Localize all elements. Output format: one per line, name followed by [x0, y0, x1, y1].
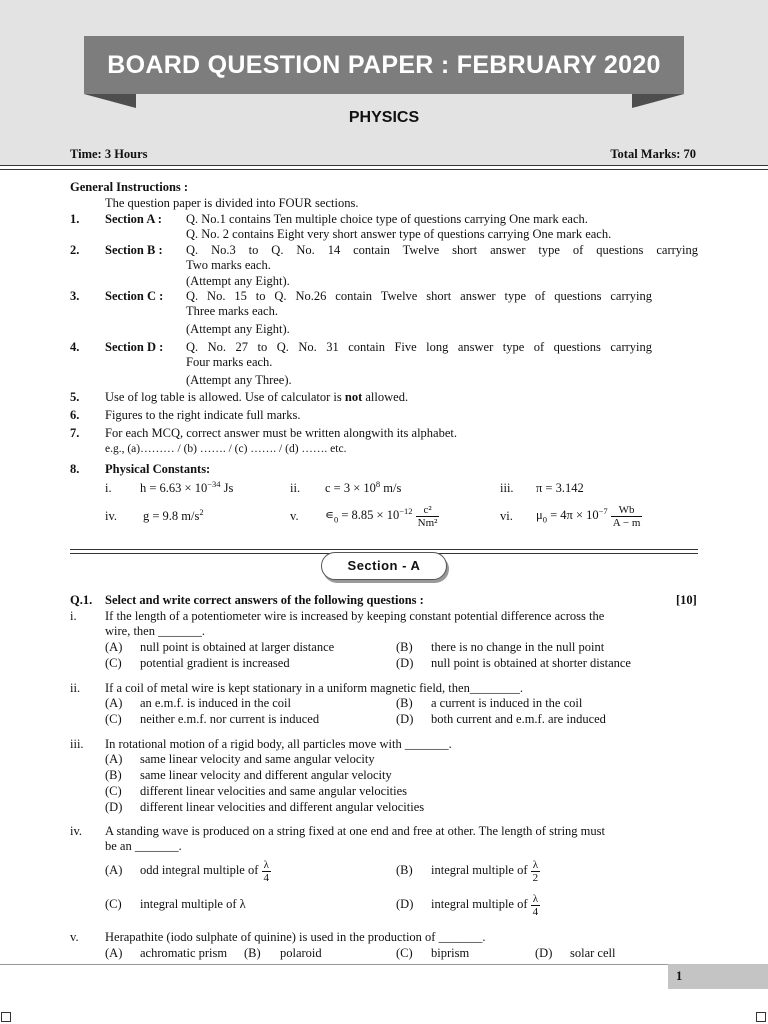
option-letter: (A)	[105, 946, 123, 960]
option-letter: (C)	[105, 712, 122, 726]
constants-heading: Physical Constants:	[105, 462, 211, 476]
option-text: there is no change in the null point	[431, 640, 605, 654]
instruction-number: 3.	[70, 289, 80, 303]
option-text: same linear velocity and same angular velocity	[140, 752, 375, 766]
constant-gravity: g = 9.8 $m/s^2$	[143, 506, 204, 523]
instruction-text: (Attempt any Eight).	[186, 322, 290, 336]
ribbon-fold-right	[632, 94, 684, 108]
instruction-text: e.g., (a)……… / (b) ……. / (c) ……. / (d) ……. etc.	[105, 443, 347, 455]
header-divider	[0, 165, 768, 170]
option-text: both current and e.m.f. are induced	[431, 712, 606, 726]
subquestion-number: iv.	[70, 824, 83, 838]
instruction-number: 5.	[70, 390, 80, 404]
instruction-text: Q. No. 2 contains Eight very short answer type of questions carrying One mark each.	[186, 227, 612, 241]
option-text: integral multiple of $\frac{\lambda}{2}$	[431, 858, 539, 884]
option-letter: (A)	[105, 863, 123, 877]
option-text: solar cell	[570, 946, 616, 960]
option-letter: (B)	[396, 640, 413, 654]
crop-mark	[1, 1012, 11, 1022]
option-letter: (A)	[105, 752, 123, 766]
paper-title: BOARD QUESTION PAPER : FEBRUARY 2020	[84, 36, 684, 94]
option-text: neither e.m.f. nor current is induced	[140, 712, 320, 726]
option-text: integral multiple of $\frac{\lambda}{4}$	[431, 892, 539, 918]
section-b-label: Section B :	[105, 243, 163, 257]
option-letter: (A)	[105, 640, 123, 654]
option-text: different linear velocities and same angular velocities	[140, 784, 408, 798]
option-text: null point is obtained at larger distance	[140, 640, 335, 654]
option-letter: (C)	[105, 897, 122, 911]
subquestion-text: If a coil of metal wire is kept stationary in a uniform magnetic field, then________.	[105, 681, 523, 695]
constant-permeability: $\mu_0 = 4\pi \times 10^{-7}$ $\frac{Wb}{A - m}$	[536, 503, 641, 529]
permittivity-unit-fraction: $\frac{\text{c²}}{\text{Nm²}}$	[417, 503, 438, 529]
option-letter: (D)	[535, 946, 553, 960]
section-divider	[70, 549, 698, 550]
instruction-text: Q. No. 15 to Q. No.26 contain Twelve short answer type of questions carrying	[186, 289, 652, 303]
subquestion-number: v.	[70, 930, 79, 944]
instruction-text: For each MCQ, correct answer must be written alongwith its alphabet.	[105, 426, 457, 440]
subquestion-text: A standing wave is produced on a string fixed at one end and free at other. The length of string must	[105, 824, 605, 838]
option-letter: (B)	[244, 946, 261, 960]
option-text: integral multiple of λ	[140, 897, 246, 911]
instruction-number: 6.	[70, 408, 80, 422]
subquestion-text: wire, then _______.	[105, 624, 205, 638]
question-number: Q.1.	[70, 593, 93, 607]
section-a-label: Section A :	[105, 212, 162, 226]
subquestion-number: i.	[70, 609, 77, 623]
option-text: achromatic prism	[140, 946, 228, 960]
option-letter: (D)	[396, 712, 414, 726]
instruction-text: Q. No. 27 to Q. No. 31 contain Five long answer type of questions carrying	[186, 340, 652, 354]
option-letter: (D)	[396, 897, 414, 911]
subject-title: PHYSICS	[348, 109, 420, 126]
constant-number: ii.	[290, 481, 301, 495]
constant-permittivity: $∊_0 = 8.85 \times 10^{-12}$ $\frac{\text{c²}}{\text{Nm²}}$	[325, 503, 438, 529]
constant-planck: $h = 6.63 \times 10^{-34}$ Js	[140, 478, 234, 495]
ribbon-fold-left	[84, 94, 136, 108]
lambda-fraction: $\frac{\lambda}{2}$	[532, 858, 539, 884]
option-letter: (A)	[105, 696, 123, 710]
option-letter: (D)	[396, 656, 414, 670]
option-text: a current is induced in the coil	[431, 696, 583, 710]
instruction-number: 8.	[70, 462, 80, 476]
section-d-label: Section D :	[105, 340, 164, 354]
section-c-label: Section C :	[105, 289, 164, 303]
option-letter: (C)	[105, 784, 122, 798]
constant-pi: π = 3.142	[536, 481, 584, 495]
constant-light-speed: $c = 3 \times 10^8$ m/s	[325, 478, 402, 495]
constant-number: iii.	[500, 481, 514, 495]
instruction-text: Four marks each.	[186, 355, 273, 369]
option-text: different linear velocities and different angular velocities	[140, 800, 425, 814]
instruction-text: Three marks each.	[186, 304, 278, 318]
option-text: biprism	[431, 946, 470, 960]
instruction-text: Q. No.3 to Q. No. 14 contain Twelve short answer type of questions carrying	[186, 243, 698, 257]
question-marks: [10]	[676, 593, 697, 607]
footer-divider	[0, 964, 768, 965]
option-text: polaroid	[280, 946, 322, 960]
constant-number: vi.	[500, 509, 513, 523]
section-a-heading: Section - A	[321, 552, 447, 580]
instruction-number: 1.	[70, 212, 80, 226]
option-text: null point is obtained at shorter distance	[431, 656, 631, 670]
subquestion-text: Herapathite (iodo sulphate of quinine) is used in the production of _______.	[105, 930, 486, 944]
subquestion-text: In rotational motion of a rigid body, all particles move with _______.	[105, 737, 452, 751]
constant-number: i.	[105, 481, 112, 495]
instruction-number: 2.	[70, 243, 80, 257]
title-ribbon	[84, 36, 684, 108]
instruction-text: (Attempt any Eight).	[186, 274, 290, 288]
total-marks-label: Total Marks: 70	[610, 147, 696, 161]
instruction-text: Figures to the right indicate full marks.	[105, 408, 301, 422]
page-number: 1	[676, 969, 683, 983]
subquestion-text: be an _______.	[105, 839, 182, 853]
instruction-text: Q. No.1 contains Ten multiple choice type of questions carrying One mark each.	[186, 212, 588, 226]
subquestion-number: iii.	[70, 737, 84, 751]
instructions-intro: The question paper is divided into FOUR sections.	[105, 196, 359, 210]
instructions-heading: General Instructions :	[70, 180, 189, 194]
option-text: odd integral multiple of $\frac{\lambda}{4}$	[140, 858, 270, 884]
option-text: potential gradient is increased	[140, 656, 290, 670]
instruction-number: 4.	[70, 340, 80, 354]
option-letter: (B)	[396, 863, 413, 877]
option-letter: (D)	[105, 800, 123, 814]
question-text: Select and write correct answers of the following questions :	[105, 593, 424, 607]
constant-number: iv.	[105, 509, 118, 523]
option-text: an e.m.f. is induced in the coil	[140, 696, 292, 710]
subquestion-text: If the length of a potentiometer wire is increased by keeping constant potential difference across the	[105, 609, 605, 623]
page-number-box	[668, 964, 768, 989]
option-letter: (B)	[105, 768, 122, 782]
lambda-fraction: $\frac{\lambda}{4}$	[532, 892, 539, 918]
constant-number: v.	[290, 509, 299, 523]
option-letter: (C)	[105, 656, 122, 670]
option-letter: (C)	[396, 946, 413, 960]
option-text: same linear velocity and different angular velocity	[140, 768, 392, 782]
permeability-unit-fraction: $\frac{Wb}{A - m}$	[612, 503, 641, 529]
option-letter: (B)	[396, 696, 413, 710]
instruction-text: (Attempt any Three).	[186, 373, 292, 387]
subquestion-number: ii.	[70, 681, 81, 695]
instruction-number: 7.	[70, 426, 80, 440]
instruction-text: Two marks each.	[186, 258, 271, 272]
crop-mark	[756, 1012, 766, 1022]
lambda-fraction: $\frac{\lambda}{4}$	[263, 858, 270, 884]
instruction-text: Use of log table is allowed. Use of calculator is not allowed.	[105, 390, 409, 404]
time-label: Time: 3 Hours	[70, 147, 148, 161]
